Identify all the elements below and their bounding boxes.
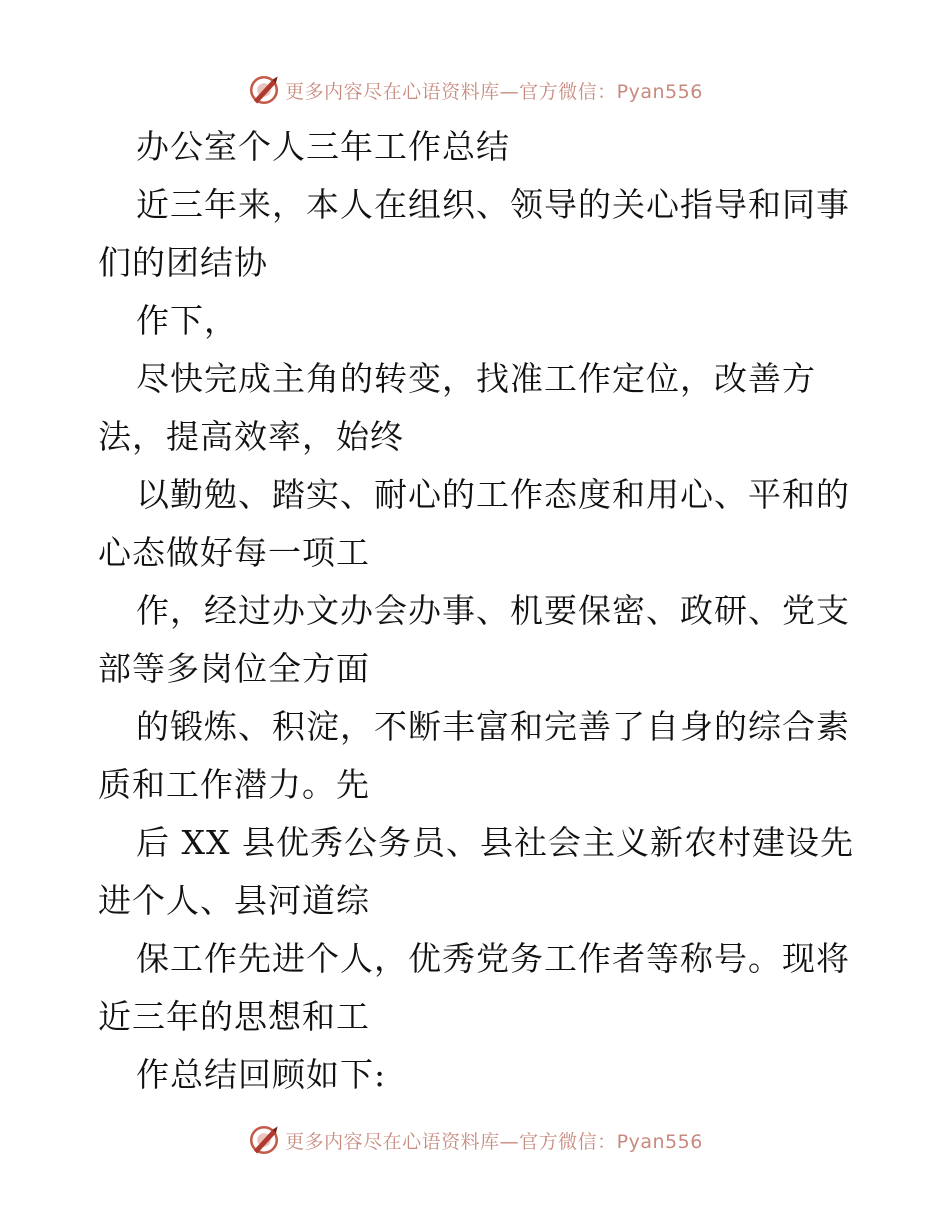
text-line: 以勤勉、踏实、耐心的工作态度和用心、平和的 [136, 475, 850, 514]
pen-logo-icon [247, 73, 281, 107]
watermark-text: 更多内容尽在心语资料库—官方微信：Pyan556 [285, 80, 703, 103]
text-line: 近三年来，本人在组织、领导的关心指导和同事 [136, 185, 850, 224]
watermark-header [0, 70, 950, 110]
text-line: 们的团结协 [98, 243, 268, 282]
text-line: 的锻炼、积淀，不断丰富和完善了自身的综合素 [136, 707, 850, 746]
text-line: 心态做好每一项工 [98, 533, 370, 572]
watermark-footer [0, 1120, 950, 1160]
text-line: 部等多岗位全方面 [98, 649, 370, 688]
text-line: 质和工作潜力。先 [98, 765, 370, 804]
text-line: 办公室个人三年工作总结 [136, 127, 510, 166]
text-line: 进个人、县河道综 [98, 881, 370, 920]
document-body [98, 118, 858, 1104]
text-line: 后 XX 县优秀公务员、县社会主义新农村建设先 [136, 823, 854, 862]
text-line: 作，经过办文办会办事、机要保密、政研、党支 [136, 591, 850, 630]
watermark-text: 更多内容尽在心语资料库—官方微信：Pyan556 [285, 1130, 703, 1153]
text-line: 尽快完成主角的转变，找准工作定位，改善方 [136, 359, 816, 398]
text-line: 保工作先进个人，优秀党务工作者等称号。现将 [136, 939, 850, 978]
text-line: 作总结回顾如下: [136, 1055, 387, 1094]
text-line: 法，提高效率，始终 [98, 417, 404, 456]
text-line: 近三年的思想和工 [98, 997, 370, 1036]
pen-logo-icon [247, 1123, 281, 1157]
text-line: 作下， [136, 301, 238, 340]
